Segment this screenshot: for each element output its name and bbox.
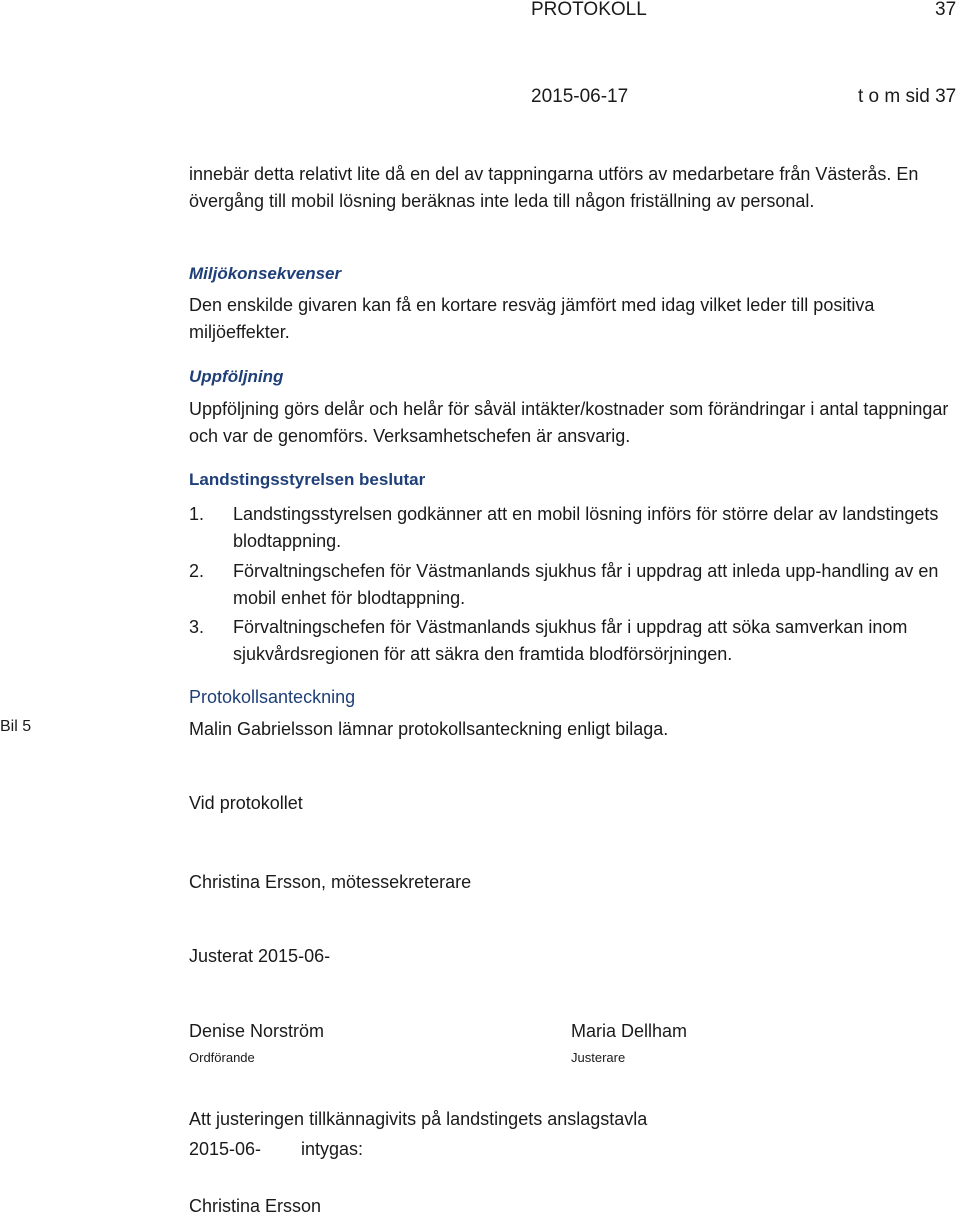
announcement-line: Att justeringen tillkännagivits på landstingets anslagstavla [189,1109,648,1129]
followup-paragraph: Uppföljning görs delår och helår för såväl intäkter/kostnader som förändringar i antal tappningar och var de genomförs. Verksamhetschefen är ansvarig. [189,399,949,446]
followup-heading: Uppföljning [189,367,284,386]
document-title: PROTOKOLL [531,0,647,20]
note-text: Malin Gabrielsson lämnar protokollsanteckning enligt bilaga. [189,719,669,739]
environment-section [189,292,949,345]
environment-heading: Miljökonsekvenser [189,264,342,283]
decision-heading: Landstingsstyrelsen beslutar [189,470,426,489]
page-range: t o m sid 37 [858,86,957,107]
decision-item-number: 1. [189,504,205,524]
adjuster-role: Justerare [571,1050,626,1065]
decision-item-text: Landstingsstyrelsen godkänner att en mobil lösning införs för större delar av landstingets blodtappning. [233,504,939,551]
decision-item-text: Förvaltningschefen för Västmanlands sjukhus får i uppdrag att söka samverkan inom sjukvårdsregionen för att säkra den framtida blodförsörjningen. [233,617,908,664]
document-date: 2015-06-17 [531,86,629,107]
secretary-name: Christina Ersson, mötessekreterare [189,872,472,892]
announcement-certified: intygas: [301,1139,364,1159]
announcement-signer: Christina Ersson [189,1196,322,1216]
justerat-date: Justerat 2015-06- [189,946,331,966]
followup-section [189,396,949,449]
intro-section [189,161,949,214]
environment-paragraph: Den enskilde givaren kan få en kortare resväg jämfört med idag vilket leder till positiva miljöeffekter. [189,295,875,342]
margin-label: Bil 5 [0,718,32,735]
intro-paragraph: innebär detta relativt lite då en del av tappningarna utförs av medarbetare från Västerås. En övergång till mobil lösning beräknas inte leda till någon friställning av personal. [189,164,919,211]
adjuster-name: Maria Dellham [571,1021,688,1041]
chair-role: Ordförande [189,1050,255,1065]
announcement-date: 2015-06- [189,1139,262,1159]
vid-protokollet: Vid protokollet [189,793,303,813]
decision-item-text: Förvaltningschefen för Västmanlands sjukhus får i uppdrag att inleda upp-handling av en mobil enhet för blodtappning. [233,561,939,608]
note-heading: Protokollsanteckning [189,687,356,707]
decision-item-number: 2. [189,561,205,581]
chair-name: Denise Norström [189,1021,325,1041]
page-number: 37 [935,0,957,20]
decision-item-number: 3. [189,617,205,637]
